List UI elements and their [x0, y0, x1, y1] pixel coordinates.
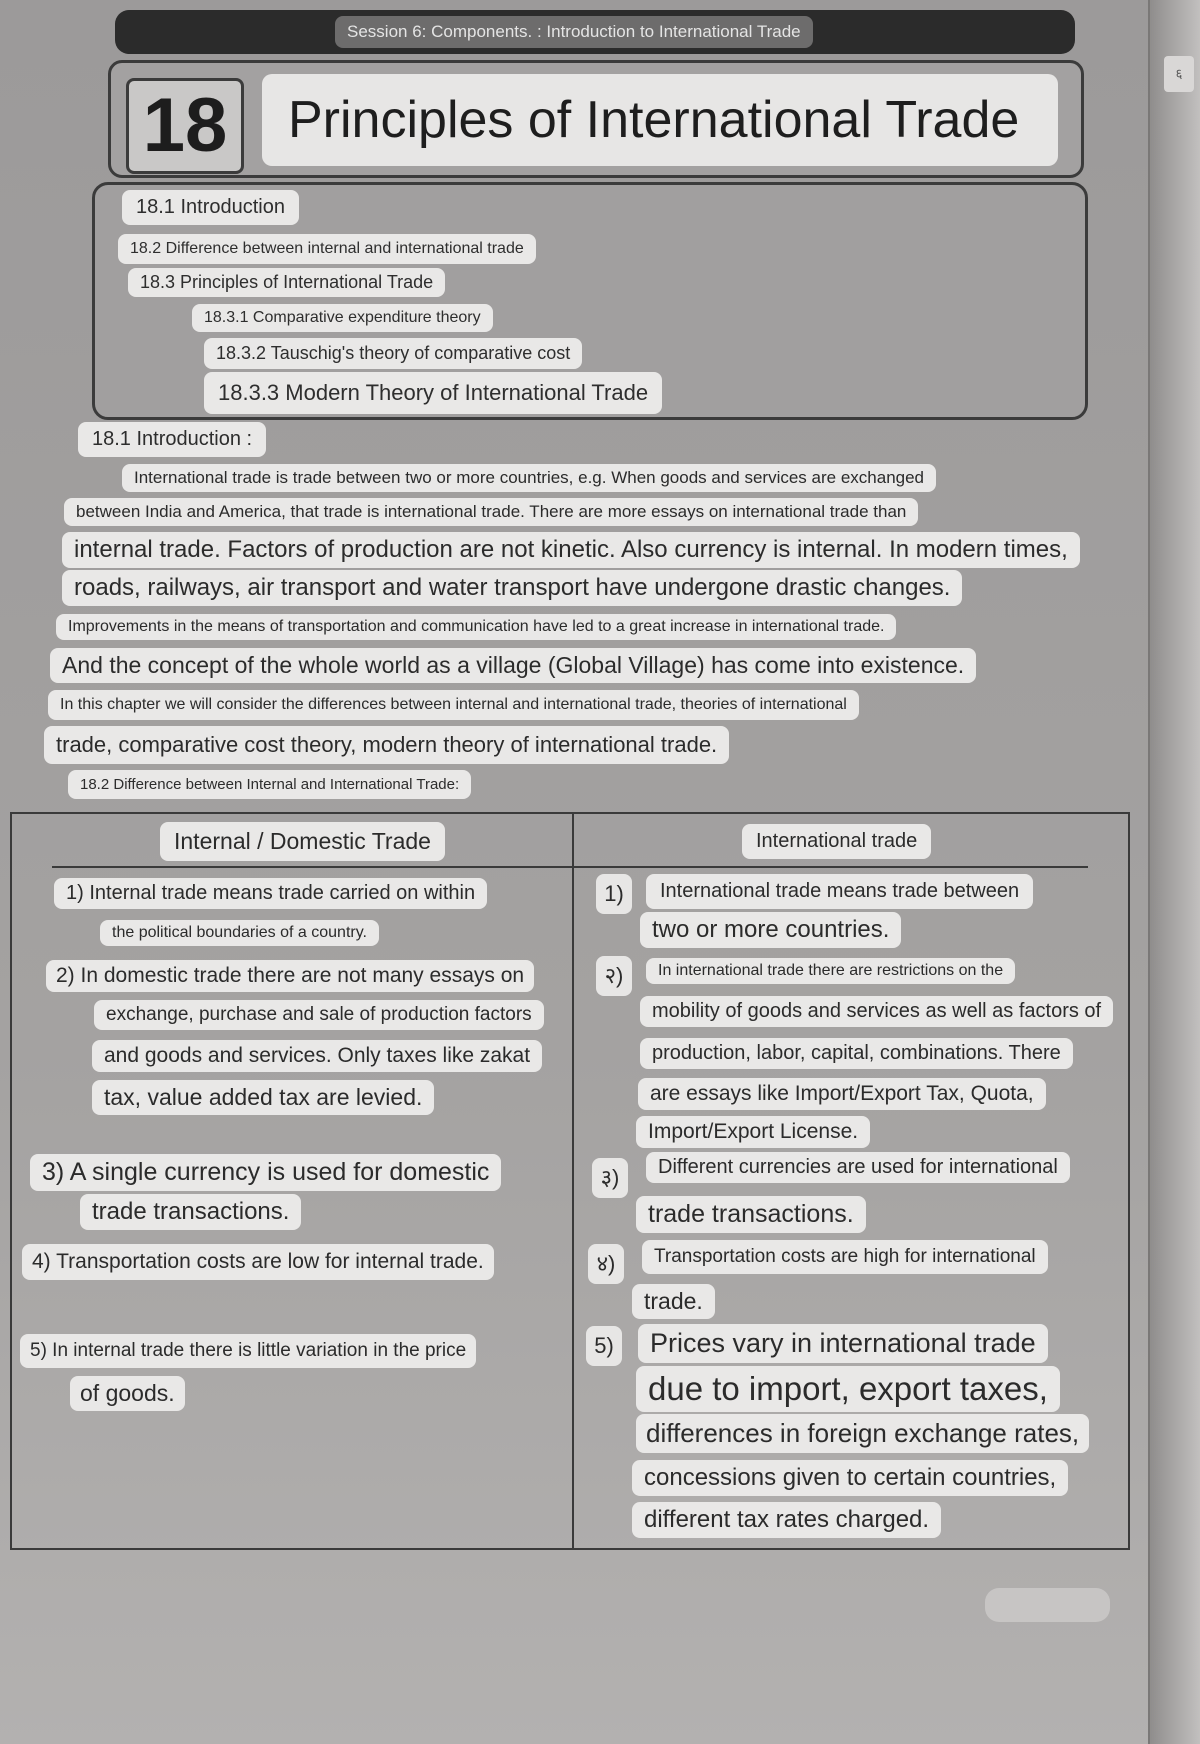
- left-column-header: Internal / Domestic Trade: [160, 822, 445, 861]
- left-row-2-line: tax, value added tax are levied.: [92, 1080, 434, 1115]
- right-row-5-line: differences in foreign exchange rates,: [636, 1414, 1089, 1453]
- right-row-5-line: concessions given to certain countries,: [632, 1460, 1068, 1496]
- left-row-5-line: of goods.: [70, 1376, 185, 1411]
- toc-item-principles: 18.3 Principles of International Trade: [128, 268, 445, 297]
- page-edge-tab: ६: [1164, 56, 1194, 92]
- right-row-1-line: International trade means trade between: [646, 874, 1033, 909]
- intro-line: trade, comparative cost theory, modern theory of international trade.: [44, 726, 729, 764]
- right-row-number: ३): [592, 1158, 628, 1198]
- left-row-2-line: 2) In domestic trade there are not many essays on: [46, 960, 534, 992]
- intro-line: And the concept of the whole world as a village (Global Village) has come into existence.: [50, 648, 976, 683]
- right-row-2-line: mobility of goods and services as well as factors of: [640, 996, 1113, 1027]
- intro-line: between India and America, that trade is international trade. There are more essays on international trade than: [64, 498, 918, 526]
- right-row-number: २): [596, 956, 632, 996]
- left-row-2-line: and goods and services. Only taxes like zakat: [92, 1040, 542, 1072]
- left-row-3-line: 3) A single currency is used for domestic: [30, 1154, 501, 1191]
- right-row-2-line: are essays like Import/Export Tax, Quota,: [638, 1078, 1046, 1110]
- right-row-2-line: production, labor, capital, combinations. There: [640, 1038, 1073, 1069]
- left-row-1-line: 1) Internal trade means trade carried on within: [54, 878, 487, 909]
- faint-badge: [985, 1588, 1110, 1622]
- toc-item-intro: 18.1 Introduction: [122, 190, 299, 225]
- left-row-2-line: exchange, purchase and sale of production factors: [94, 1000, 544, 1030]
- right-row-1-line: two or more countries.: [640, 912, 901, 948]
- right-row-3-line: Different currencies are used for international: [646, 1152, 1070, 1183]
- intro-line: In this chapter we will consider the differences between internal and international trade, theories of international: [48, 690, 859, 720]
- chapter-number: 18: [126, 78, 244, 174]
- difference-heading: 18.2 Difference between Internal and International Trade:: [68, 770, 471, 799]
- right-row-2-line: In international trade there are restrictions on the: [646, 958, 1015, 984]
- left-row-5-line: 5) In internal trade there is little variation in the price: [20, 1334, 476, 1368]
- right-row-number: 5): [586, 1326, 622, 1366]
- right-row-4-line: trade.: [632, 1284, 715, 1319]
- left-row-3-line: trade transactions.: [80, 1194, 301, 1230]
- right-row-5-line: due to import, export taxes,: [636, 1366, 1060, 1412]
- intro-line: internal trade. Factors of production are not kinetic. Also currency is internal. In modern times,: [62, 532, 1080, 568]
- right-row-3-line: trade transactions.: [636, 1196, 866, 1233]
- right-column-header: International trade: [742, 824, 931, 859]
- chapter-title: Principles of International Trade: [262, 74, 1058, 166]
- toc-item-modern-theory: 18.3.3 Modern Theory of International Trade: [204, 372, 662, 414]
- table-header-rule: [52, 866, 1088, 868]
- right-row-number: ४): [588, 1244, 624, 1284]
- left-row-1-line: the political boundaries of a country.: [100, 920, 379, 946]
- session-label: Session 6: Components. : Introduction to International Trade: [335, 16, 813, 48]
- toc-item-difference: 18.2 Difference between internal and international trade: [118, 234, 536, 264]
- intro-heading: 18.1 Introduction :: [78, 422, 266, 457]
- right-row-4-line: Transportation costs are high for international: [642, 1240, 1048, 1274]
- intro-line: Improvements in the means of transportation and communication have led to a great increase in international trade.: [56, 614, 896, 640]
- intro-line: International trade is trade between two or more countries, e.g. When goods and services are exchanged: [122, 464, 936, 492]
- right-row-5-line: different tax rates charged.: [632, 1502, 941, 1538]
- left-row-4-line: 4) Transportation costs are low for internal trade.: [22, 1244, 494, 1280]
- right-row-number: 1): [596, 874, 632, 914]
- intro-line: roads, railways, air transport and water transport have undergone drastic changes.: [62, 570, 962, 606]
- next-page-edge: [1148, 0, 1200, 1744]
- toc-item-tauschig: 18.3.2 Tauschig's theory of comparative cost: [204, 338, 582, 369]
- toc-item-comparative-expenditure: 18.3.1 Comparative expenditure theory: [192, 304, 493, 332]
- table-divider: [572, 814, 574, 1548]
- right-row-2-line: Import/Export License.: [636, 1116, 870, 1148]
- right-row-5-line: Prices vary in international trade: [638, 1324, 1048, 1363]
